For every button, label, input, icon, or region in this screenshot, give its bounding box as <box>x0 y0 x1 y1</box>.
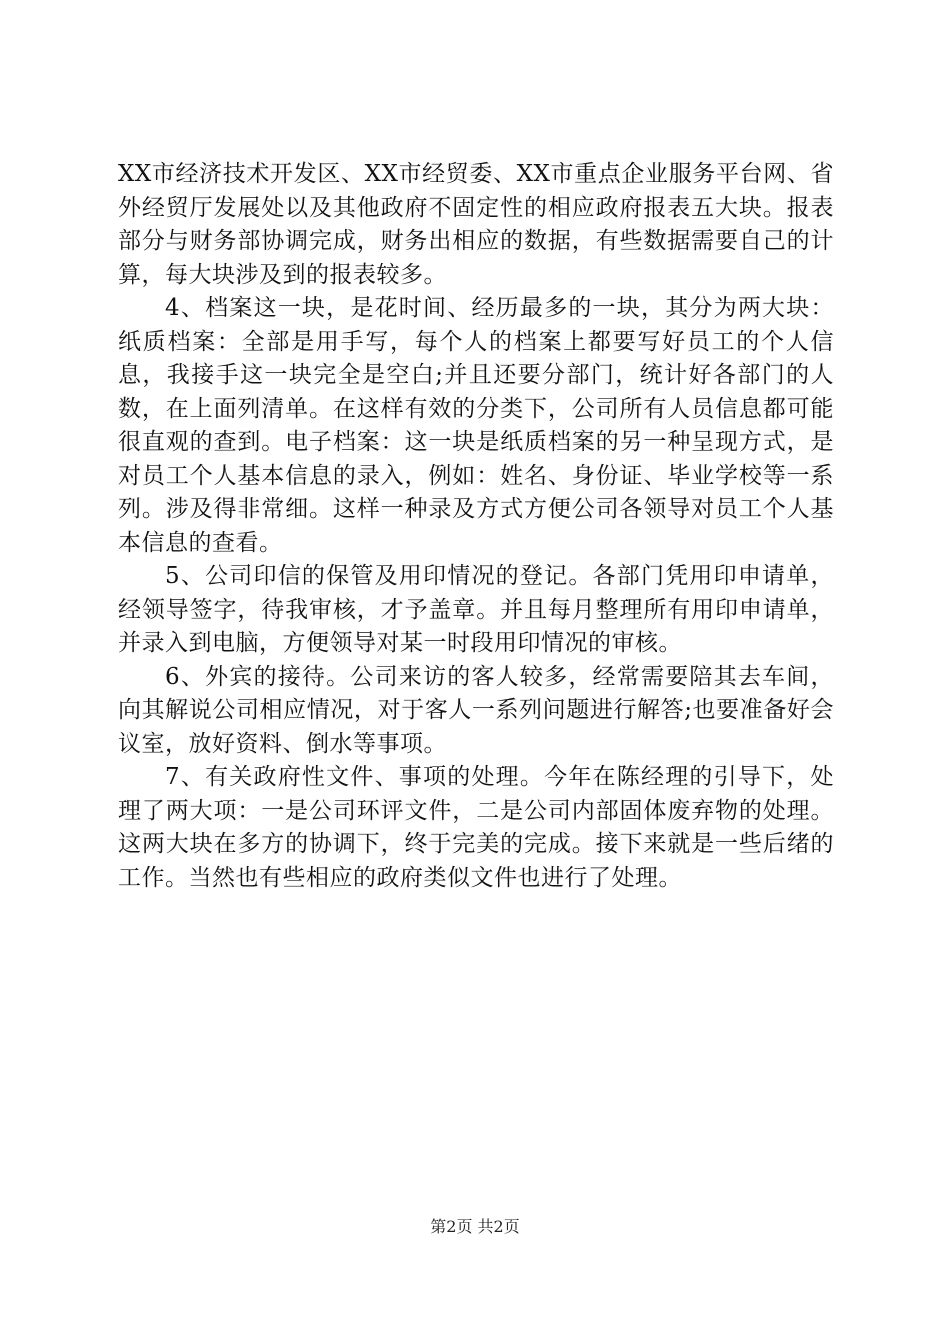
document-body <box>118 158 834 895</box>
paragraph-reports: XX市经济技术开发区、XX市经贸委、XX市重点企业服务平台网、省外经贸厅发展处以及其他政府不固定性的相应政府报表五大块。报表部分与财务部协调完成，财务出相应的数据，有些数据需要自己的计算，每大块涉及到的报表较多。 <box>118 161 834 288</box>
paragraph-archives: 4、档案这一块，是花时间、经历最多的一块，其分为两大块：纸质档案：全部是用手写，每个人的档案上都要写好员工的个人信息，我接手这一块完全是空白;并且还要分部门，统计好各部门的人数，在上面列清单。在这样有效的分类下，公司所有人员信息都可能很直观的查到。电子档案：这一块是纸质档案的另一种呈现方式，是对员工个人基本信息的录入，例如：姓名、身份证、毕业学校等一系列。涉及得非常细。这样一种录及方式方便公司各领导对员工个人基本信息的查看。 <box>118 295 834 556</box>
page-footer <box>0 1216 950 1238</box>
paragraph-guest-reception: 6、外宾的接待。公司来访的客人较多，经常需要陪其去车间，向其解说公司相应情况，对于客人一系列问题进行解答;也要准备好会议室，放好资料、倒水等事项。 <box>118 663 834 757</box>
paragraph-government-documents: 7、有关政府性文件、事项的处理。今年在陈经理的引导下，处理了两大项：一是公司环评文件，二是公司内部固体废弃物的处理。这两大块在多方的协调下，终于完美的完成。接下来就是一些后绪的工作。当然也有些相应的政府类似文件也进行了处理。 <box>118 764 834 891</box>
paragraph-seal-management: 5、公司印信的保管及用印情况的登记。各部门凭用印申请单，经领导签字，待我审核，才予盖章。并且每月整理所有用印申请单，并录入到电脑，方便领导对某一时段用印情况的审核。 <box>118 563 834 656</box>
page-number: 第2页 共2页 <box>430 1217 520 1236</box>
